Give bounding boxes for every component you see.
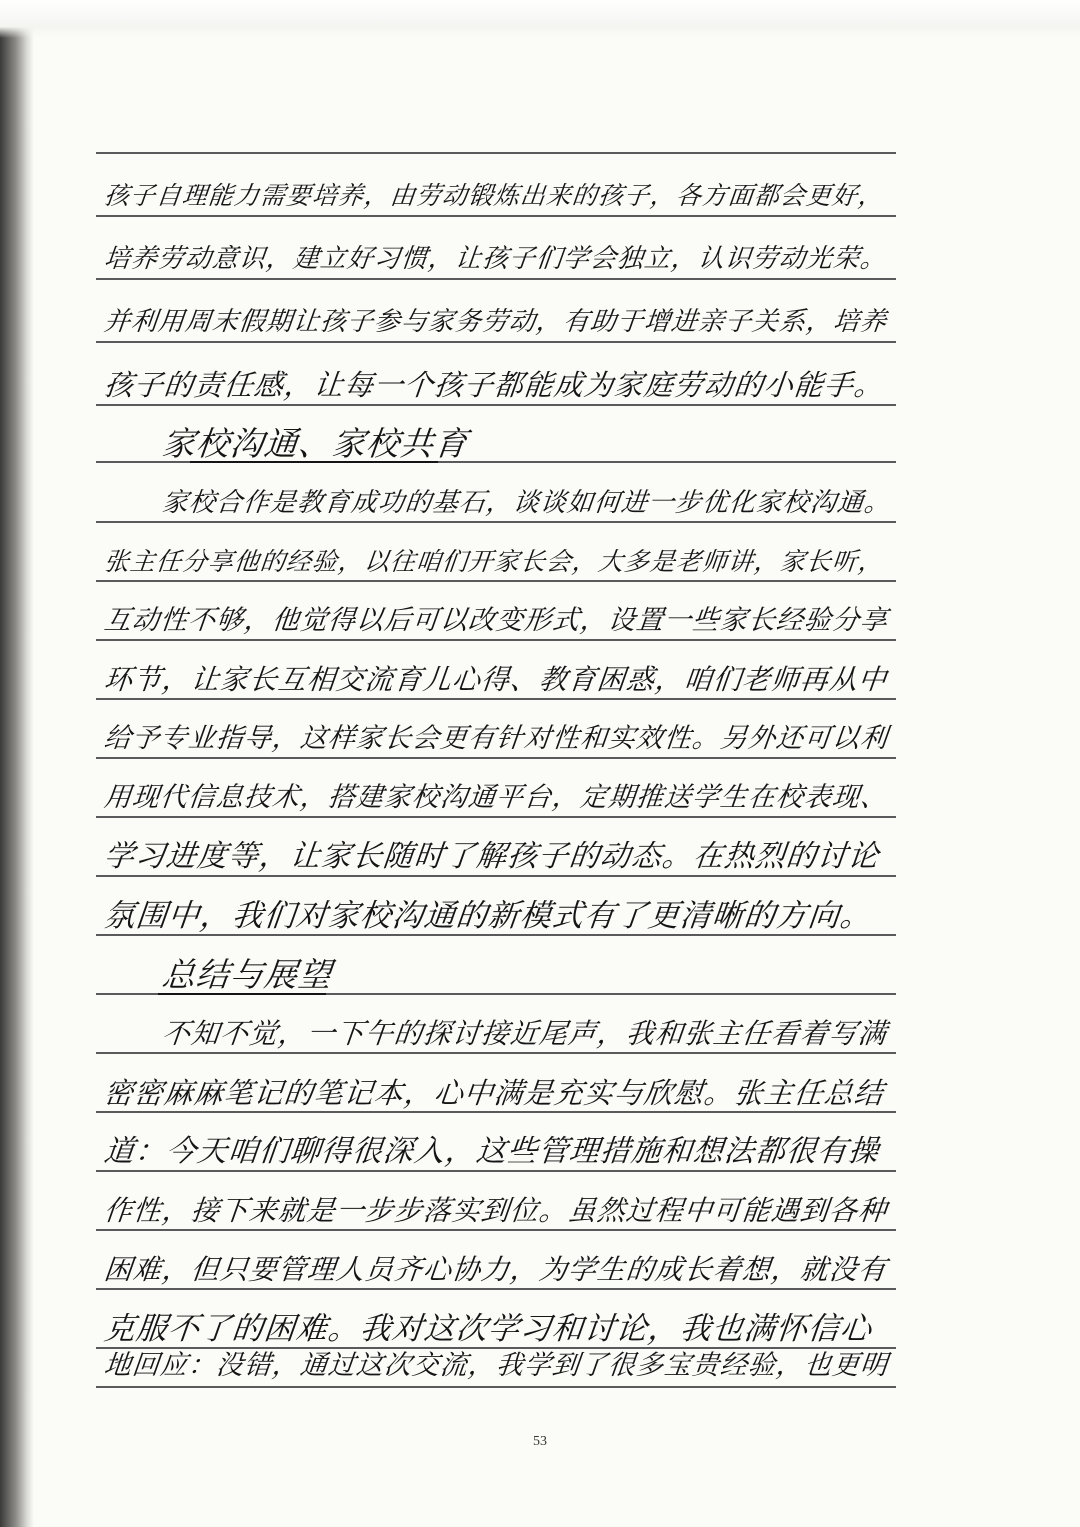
page-edge-shadow	[0, 0, 1080, 38]
handwritten-line: 氛围中，我们对家校沟通的新模式有了更清晰的方向。	[102, 898, 874, 934]
handwritten-line: 培养劳动意识，建立好习惯，让孩子们学会独立，认识劳动光荣。	[102, 244, 889, 274]
handwritten-line: 道：今天咱们聊得很深入，这些管理措施和想法都很有操	[102, 1134, 881, 1169]
handwritten-line: 给予专业指导，这样家长会更有针对性和实效性。另外还可以利	[102, 723, 890, 754]
handwritten-line: 并利用周末假期让孩子参与家务劳动，有助于增进亲子关系，培养	[102, 307, 889, 337]
handwritten-line: 地回应：没错，通过这次交流，我学到了很多宝贵经验，也更明	[102, 1350, 890, 1381]
handwritten-line: 孩子的责任感，让每一个孩子都能成为家庭劳动的小能手。	[102, 368, 886, 402]
handwritten-line: 克服不了的困难。我对这次学习和讨论，我也满怀信心	[102, 1311, 874, 1347]
handwritten-line: 作性，接下来就是一步步落实到位。虽然过程中可能遇到各种	[102, 1194, 889, 1227]
handwritten-line: 家校合作是教育成功的基石，谈谈如何进一步优化家校沟通。	[160, 488, 893, 518]
handwritten-line: 密密麻麻笔记的笔记本，心中满是充实与欣慰。张主任总结	[102, 1076, 886, 1110]
handwritten-line: 用现代信息技术，搭建家校沟通平台，定期推送学生在校表现、	[102, 782, 890, 813]
handwritten-line: 不知不觉，一下午的探讨接近尾声，我和张主任看着写满	[160, 1017, 889, 1050]
ruled-line	[96, 152, 896, 154]
ruled-line	[96, 1386, 896, 1388]
handwritten-line: 环节，让家长互相交流育儿心得、教育困惑，咱们老师再从中	[102, 663, 889, 696]
binding-shadow	[0, 0, 34, 1527]
heading-underline	[190, 461, 438, 463]
handwritten-line: 互动性不够，他觉得以后可以改变形式，设置一些家长经验分享	[102, 605, 890, 636]
section-heading: 总结与展望	[160, 955, 335, 994]
heading-underline	[158, 993, 326, 995]
handwritten-line: 孩子自理能力需要培养，由劳动锻炼出来的孩子，各方面都会更好，	[102, 181, 886, 210]
page-number: 53	[533, 1434, 547, 1449]
handwritten-line: 困难，但只要管理人员齐心协力，为学生的成长着想，就没有	[102, 1253, 889, 1286]
handwritten-line: 学习进度等，让家长随时了解孩子的动态。在热烈的讨论	[102, 839, 881, 874]
lined-writing-area	[96, 150, 896, 1390]
section-heading: 家校沟通、家校共育	[160, 424, 471, 463]
handwritten-line: 张主任分享他的经验，以往咱们开家长会，大多是老师讲，家长听，	[102, 547, 886, 576]
